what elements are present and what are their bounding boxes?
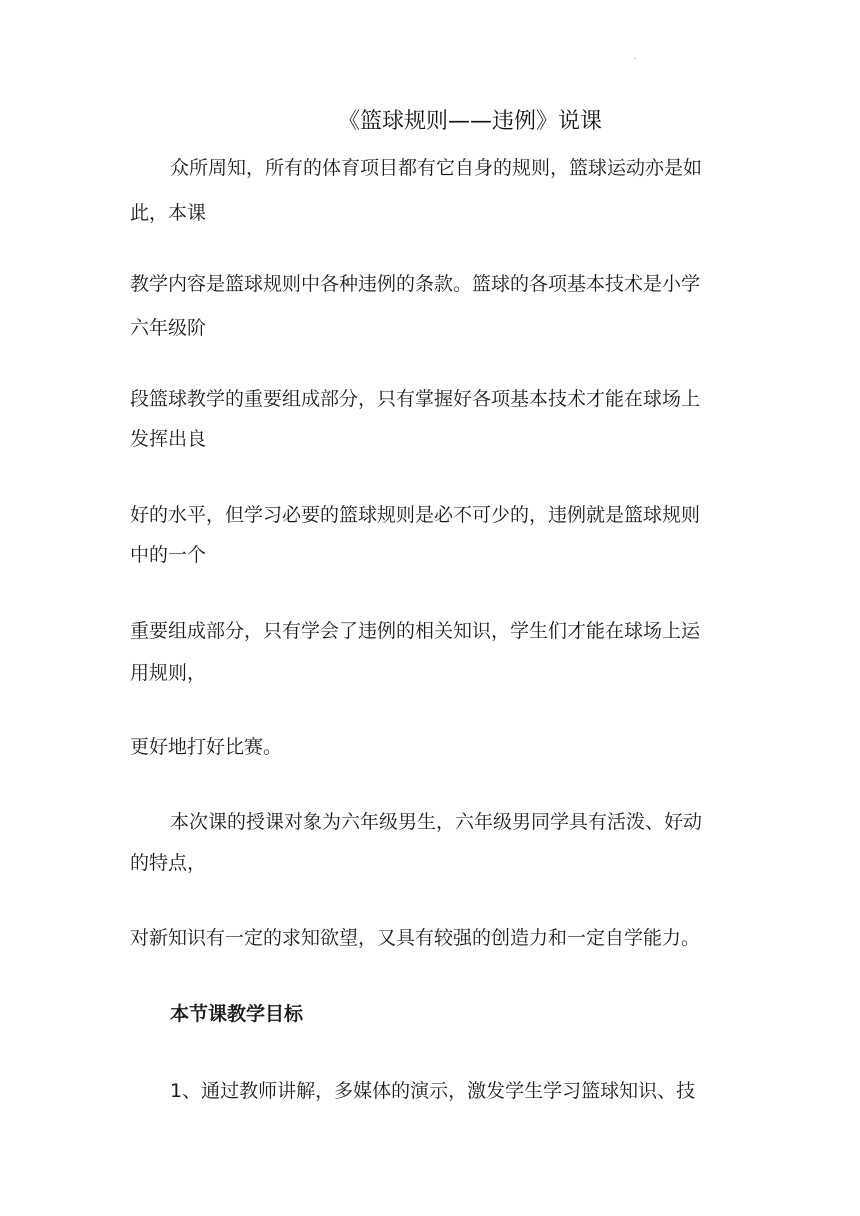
section-heading: 本节课教学目标 [170,1003,304,1025]
paragraph-line: 众所周知，所有的体育项目都有它自身的规则，篮球运动亦是如 [170,157,703,179]
page-title: 《篮球规则——违例》说课 [338,109,603,134]
paragraph-line: 中的一个 [130,544,207,566]
paragraph-line: 段篮球教学的重要组成部分，只有掌握好各项基本技术才能在球场上 [130,388,701,410]
paragraph-line: 更好地打好比赛。 [130,736,283,758]
paragraph-line: 发挥出良 [130,428,207,450]
paragraph-line: 教学内容是篮球规则中各种违例的条款。篮球的各项基本技术是小学 [130,273,701,295]
paragraph-line: 重要组成部分，只有学会了违例的相关知识，学生们才能在球场上运 [130,620,701,642]
paragraph-line: 此，本课 [130,202,207,224]
paragraph-line: 的特点， [130,852,207,874]
paragraph-line: 好的水平，但学习必要的篮球规则是必不可少的，违例就是篮球规则 [130,504,701,526]
list-item: 1、通过教师讲解，多媒体的演示，激发学生学习篮球知识、技 [170,1080,696,1102]
paragraph-line: 本次课的授课对象为六年级男生，六年级男同学具有活泼、好动 [170,811,703,833]
paragraph-line: 对新知识有一定的求知欲望，又具有较强的创造力和一定自学能力。 [130,927,701,949]
header-mark: . [634,52,637,61]
paragraph-line: 用规则， [130,662,207,684]
paragraph-line: 六年级阶 [130,317,207,339]
